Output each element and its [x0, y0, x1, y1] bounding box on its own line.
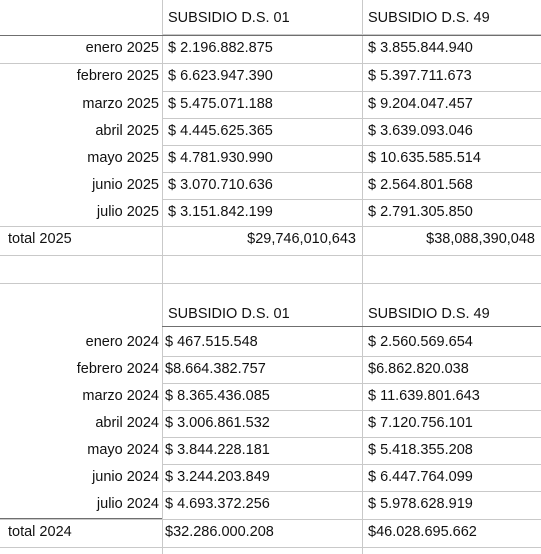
ds49-value[interactable]: $ 3.639.093.046	[368, 123, 473, 139]
month-label[interactable]: junio 2025	[92, 177, 159, 193]
ds01-value[interactable]: $ 6.623.947.390	[168, 68, 273, 84]
ds01-value[interactable]: $ 3.151.842.199	[168, 204, 273, 220]
month-label[interactable]: mayo 2025	[87, 150, 159, 166]
ds49-total[interactable]: $38,088,390,048	[426, 231, 535, 247]
ds01-value[interactable]: $ 3.844.228.181	[165, 442, 270, 458]
header-row-2025	[0, 2, 541, 35]
ds01-value[interactable]: $ 5.475.071.188	[168, 96, 273, 112]
month-label[interactable]: julio 2025	[96, 204, 159, 220]
month-label[interactable]: julio 2024	[96, 496, 159, 512]
row-divider	[0, 283, 541, 284]
month-label[interactable]: enero 2024	[85, 334, 159, 350]
total-row-2025	[0, 223, 541, 256]
month-label[interactable]: abril 2025	[95, 123, 159, 139]
total-label[interactable]: total 2025	[8, 231, 72, 247]
ds49-value[interactable]: $ 5.418.355.208	[368, 442, 473, 458]
ds01-value[interactable]: $ 4.781.930.990	[168, 150, 273, 166]
month-label[interactable]: febrero 2024	[76, 361, 159, 377]
ds01-total[interactable]: $32.286.000.208	[165, 524, 274, 540]
ds49-value[interactable]: $ 6.447.764.099	[368, 469, 473, 485]
ds01-total[interactable]: $29,746,010,643	[247, 231, 356, 247]
month-label[interactable]: febrero 2025	[76, 68, 159, 84]
month-label[interactable]: mayo 2024	[87, 442, 159, 458]
ds01-value[interactable]: $ 4.445.625.365	[168, 123, 273, 139]
ds49-total[interactable]: $46.028.695.662	[368, 524, 477, 540]
ds01-value[interactable]: $ 3.070.710.636	[168, 177, 273, 193]
ds49-value[interactable]: $ 10.635.585.514	[368, 150, 481, 166]
ds01-value[interactable]: $ 3.006.861.532	[165, 415, 270, 431]
ds49-value[interactable]: $ 11.639.801.643	[368, 388, 480, 404]
ds01-value[interactable]: $8.664.382.757	[165, 361, 266, 377]
header-ds49[interactable]: SUBSIDIO D.S. 49	[368, 306, 490, 322]
ds49-value[interactable]: $ 3.855.844.940	[368, 40, 473, 56]
ds49-value[interactable]: $ 2.791.305.850	[368, 204, 473, 220]
ds01-value[interactable]: $ 2.196.882.875	[168, 40, 273, 56]
total-row-2024	[0, 516, 541, 549]
month-label[interactable]: marzo 2025	[82, 96, 159, 112]
month-label[interactable]: abril 2024	[95, 415, 159, 431]
ds01-value[interactable]: $ 3.244.203.849	[165, 469, 270, 485]
ds49-value[interactable]: $ 5.978.628.919	[368, 496, 473, 512]
ds49-value[interactable]: $6.862.820.038	[368, 361, 469, 377]
month-label[interactable]: junio 2024	[92, 469, 159, 485]
ds49-value[interactable]: $ 9.204.047.457	[368, 96, 473, 112]
ds01-value[interactable]: $ 8.365.436.085	[165, 388, 270, 404]
ds01-value[interactable]: $ 4.693.372.256	[165, 496, 270, 512]
ds49-value[interactable]: $ 5.397.711.673	[368, 68, 472, 84]
header-ds49[interactable]: SUBSIDIO D.S. 49	[368, 10, 490, 26]
ds01-value[interactable]: $ 467.515.548	[165, 334, 258, 350]
total-label[interactable]: total 2024	[8, 524, 72, 540]
ds49-value[interactable]: $ 7.120.756.101	[368, 415, 473, 431]
month-label[interactable]: marzo 2024	[82, 388, 159, 404]
header-ds01[interactable]: SUBSIDIO D.S. 01	[168, 306, 290, 322]
month-label[interactable]: enero 2025	[85, 40, 159, 56]
ds49-value[interactable]: $ 2.564.801.568	[368, 177, 473, 193]
ds49-value[interactable]: $ 2.560.569.654	[368, 334, 473, 350]
header-ds01[interactable]: SUBSIDIO D.S. 01	[168, 10, 290, 26]
